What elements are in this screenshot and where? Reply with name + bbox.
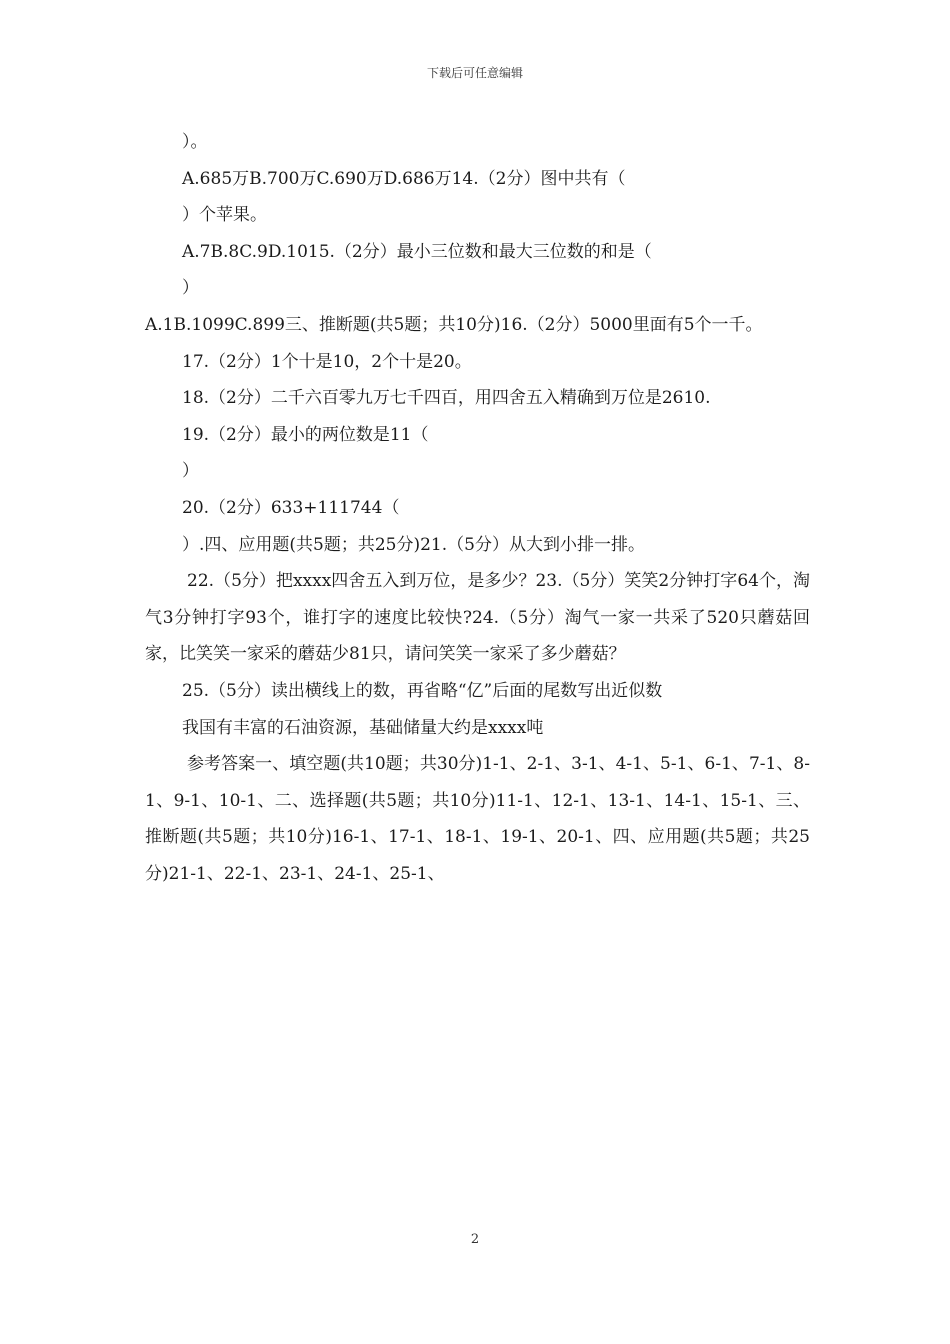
paragraph-3: ）个苹果。 (182, 205, 267, 226)
paragraph-13: 22.（5分）把xxxx四舍五入到万位，是多少？23.（5分）笑笑2分钟打字64个，淘气3分钟打字93个，谁打字的速度比较快?24.（5分）淘气一家一共采了520只蘑菇回家，比笑笑一家采的蘑菇少81只，请问笑笑一家采了多少蘑菇？ (145, 571, 810, 665)
paragraph-15: 我国有丰富的石油资源，基础储量大约是xxxx吨 (182, 717, 544, 738)
paragraph-4: A.7B.8C.9D.1015.（2分）最小三位数和最大三位数的和是（ (182, 241, 652, 262)
paragraph-2: A.685万B.700万C.690万D.686万14.（2分）图中共有（ (182, 168, 626, 189)
paragraph-6: A.1B.1099C.899三、推断题(共5题；共10分)16.（2分）5000里面有5个一千。 (145, 314, 763, 335)
paragraph-5: ） (182, 278, 199, 299)
paragraph-16: 参考答案一、填空题(共10题；共30分)1-1、2-1、3-1、4-1、5-1、6-1、7-1、8-1、9-1、10-1、二、选择题(共5题；共10分)11-1、12-1、13-1、14-1、15-1、三、推断题(共5题；共10分)16-1、17-1、18-1、19-1、20-1、四、应用题(共5题；共25分)21-1、22-1、23-1、24-1、25-1、 (145, 754, 810, 884)
paragraph-10: ） (182, 461, 199, 482)
page-number: 2 (470, 1232, 480, 1247)
paragraph-1: ）。 (182, 132, 208, 152)
paragraph-8: 18.（2分）二千六百零九万七千四百，用四舍五入精确到万位是2610. (182, 388, 711, 409)
paragraph-9: 19.（2分）最小的两位数是11（ (182, 424, 429, 445)
document-body (145, 124, 810, 892)
paragraph-11: 20.（2分）633+111744（ (182, 497, 400, 518)
paragraph-14: 25.（5分）读出横线上的数，再省略“亿”后面的尾数写出近似数 (182, 680, 663, 701)
paragraph-12: ）.四、应用题(共5题；共25分)21.（5分）从大到小排一排。 (182, 534, 645, 555)
paragraph-7: 17.（2分）1个十是10，2个十是20。 (182, 351, 472, 372)
page-header: 下载后可任意编辑 (426, 66, 523, 80)
